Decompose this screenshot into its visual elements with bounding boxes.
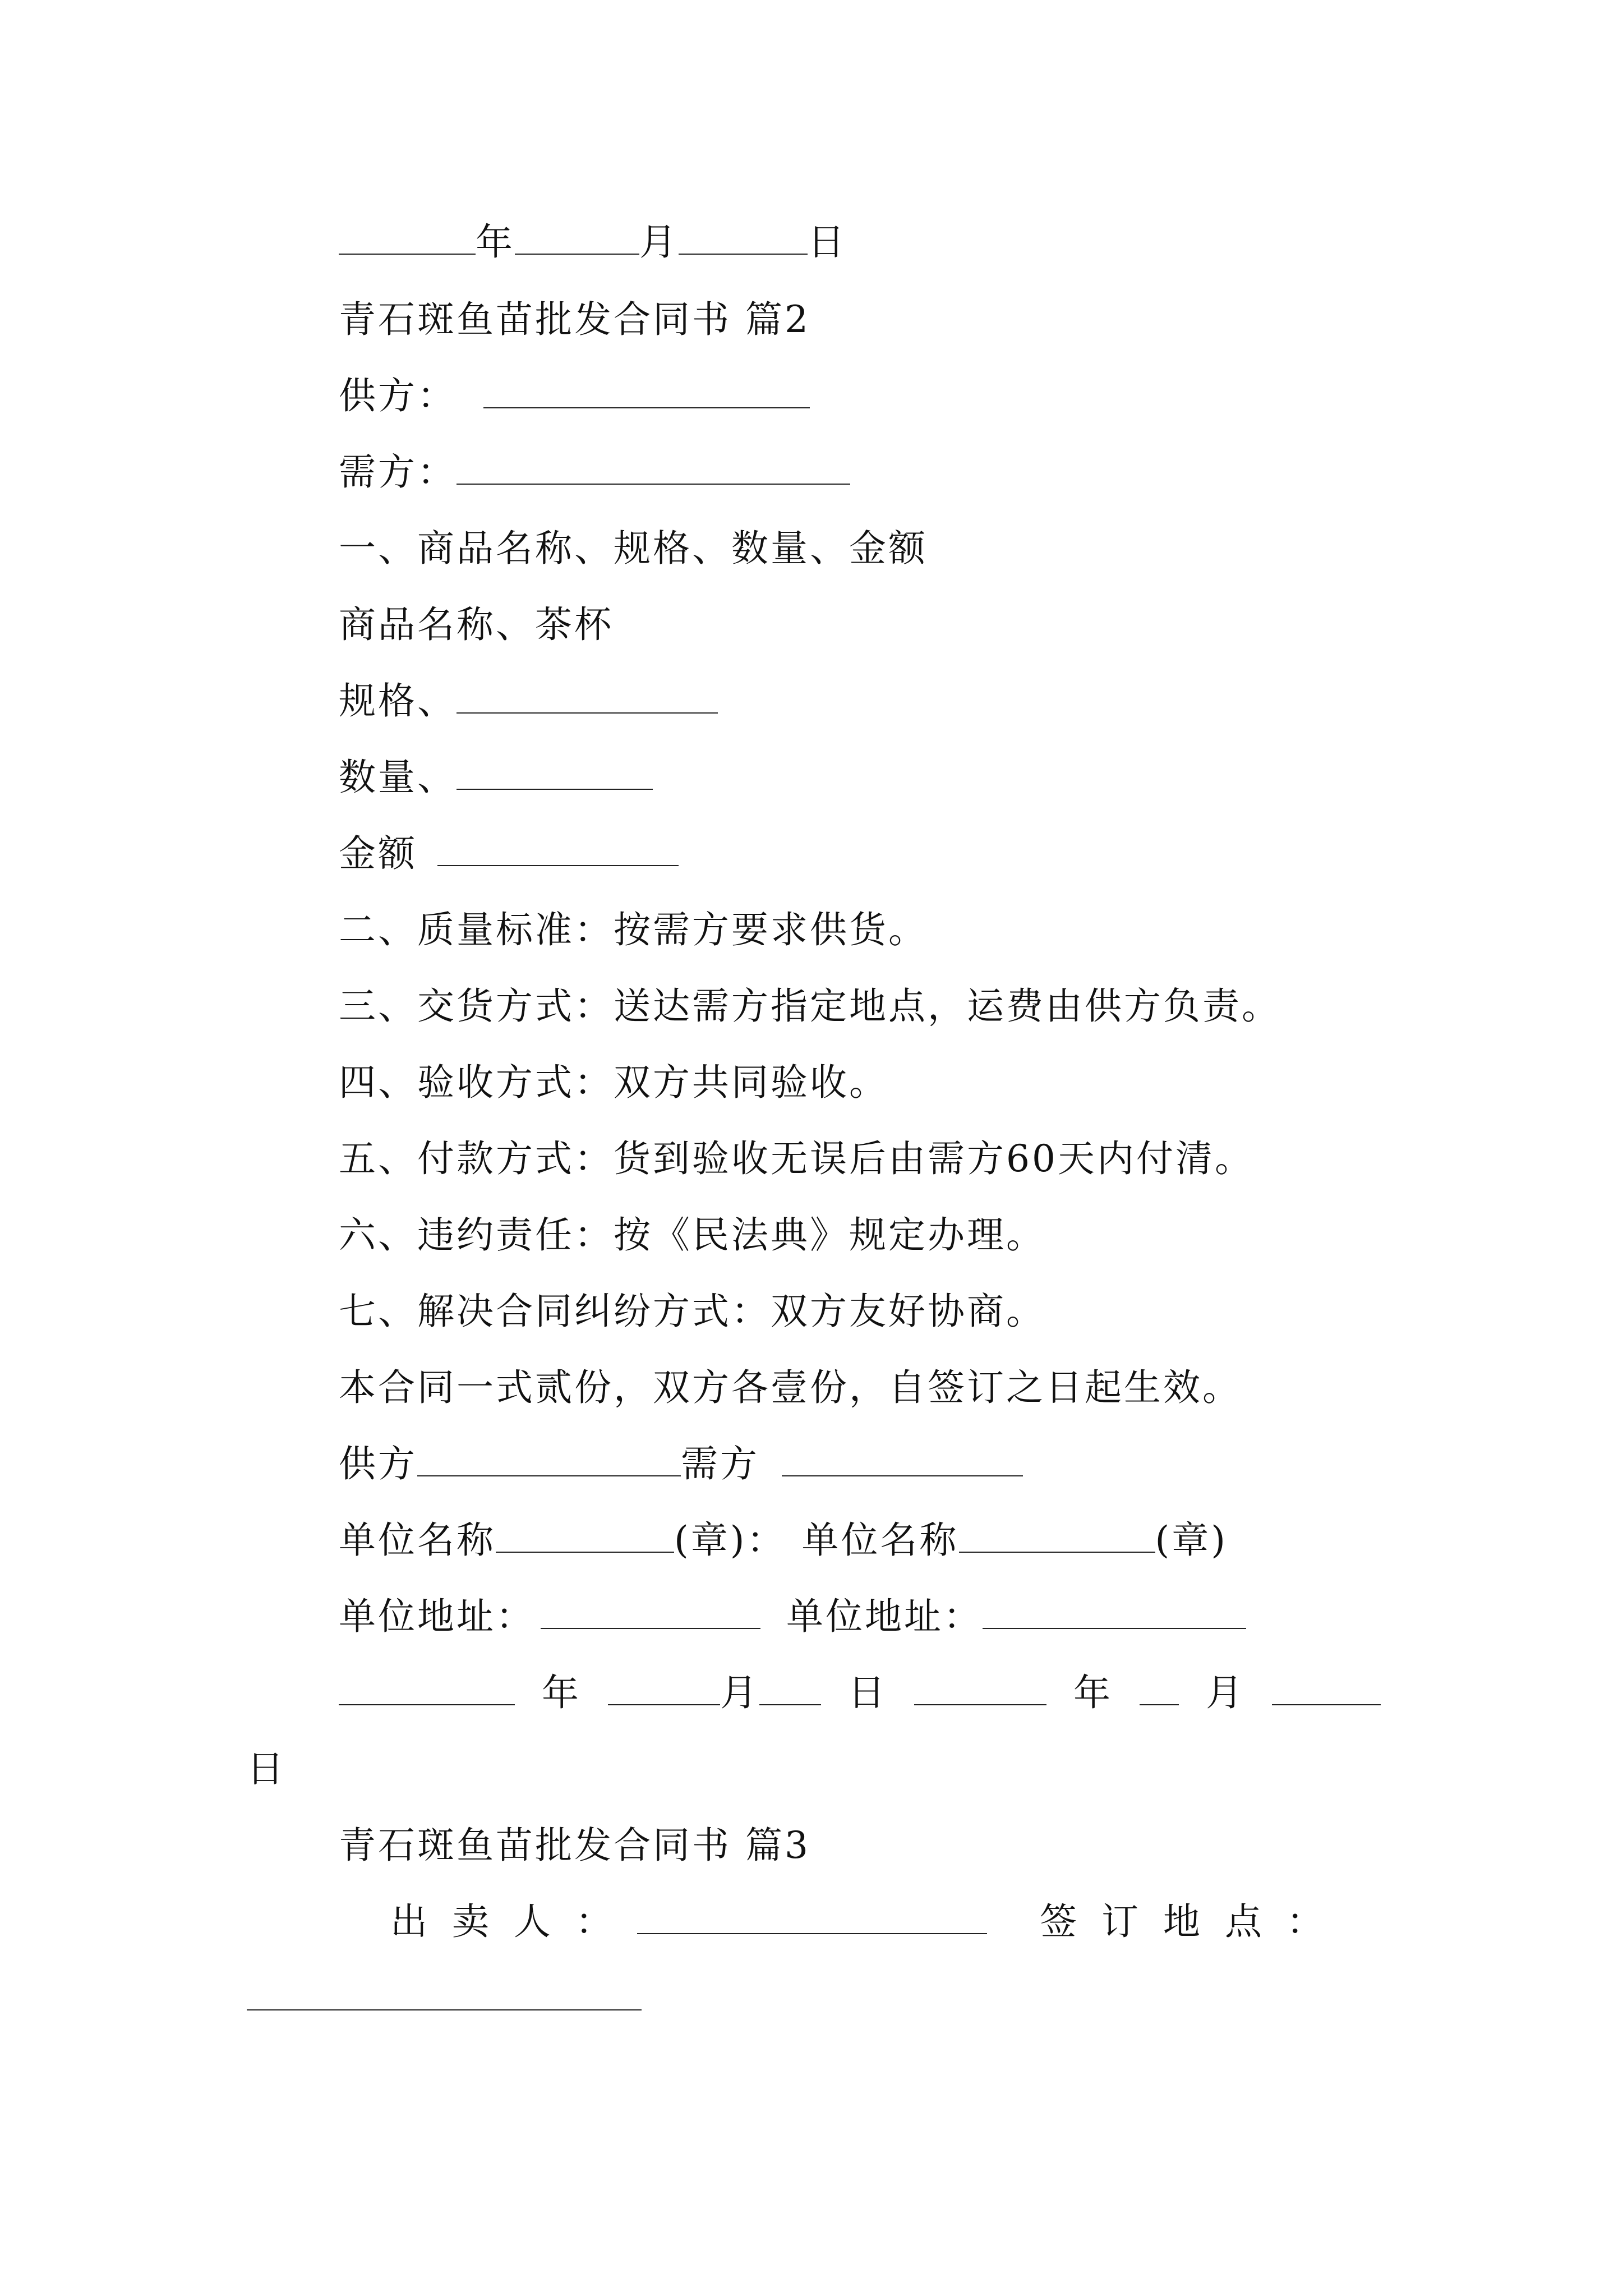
- unit-address-blank-1: [541, 1594, 760, 1629]
- day-label: 日: [808, 220, 847, 264]
- date-line: [339, 220, 847, 265]
- product-name: 商品名称、茶杯: [339, 603, 614, 646]
- date-day-1: 日: [848, 1671, 887, 1714]
- date-day-2: 日: [247, 1747, 286, 1791]
- supplier-label: 供方：: [339, 374, 457, 417]
- month-blank: [515, 220, 639, 255]
- date-month-blank-2: [1140, 1671, 1179, 1705]
- date-month-blank-1: [608, 1671, 720, 1705]
- year-label: 年: [476, 220, 515, 264]
- date-day-blank-1: [759, 1671, 821, 1705]
- sign-supplier-label: 供方: [339, 1442, 417, 1485]
- clause7: 七、解决合同纠纷方式：双方友好协商。: [339, 1290, 1045, 1333]
- supplier-line: [339, 374, 810, 418]
- unit-name-blank-1: [496, 1518, 674, 1553]
- signature-parties-line: [339, 1442, 1023, 1487]
- date-year-1: 年: [542, 1671, 581, 1714]
- date-month-2: 月: [1206, 1671, 1245, 1714]
- clause4: 四、验收方式：双方共同验收。: [339, 1061, 888, 1104]
- buyer-blank: [457, 450, 850, 485]
- unit-address-blank-2: [983, 1594, 1246, 1629]
- clause5: 五、付款方式：货到验收无误后由需方60天内付清。: [339, 1137, 1254, 1180]
- quantity-blank: [457, 755, 653, 790]
- effect-statement: 本合同一式贰份，双方各壹份，自签订之日起生效。: [339, 1366, 1242, 1409]
- section3-heading: 青石斑鱼苗批发合同书 篇3: [339, 1824, 810, 1867]
- seller-label: 出卖人：: [390, 1900, 637, 1943]
- unit-name-label-1: 单位名称: [339, 1519, 496, 1562]
- amount-label: 金额: [339, 832, 417, 875]
- unit-name-line: [339, 1518, 1228, 1563]
- seal-label-1: (章)：: [674, 1519, 786, 1562]
- clause3: 三、交货方式：送达需方指定地点，运费由供方负责。: [339, 984, 1281, 1028]
- unit-name-blank-2: [959, 1518, 1155, 1553]
- signature-date-line: [339, 1671, 1381, 1715]
- seal-label-2: (章): [1155, 1519, 1228, 1562]
- unit-address-label-1: 单位地址：: [339, 1595, 535, 1638]
- date-year-2: 年: [1073, 1671, 1113, 1714]
- spec-label: 规格、: [339, 679, 457, 723]
- year-blank: [339, 220, 476, 255]
- place-line: [247, 1976, 642, 2021]
- spec-line: [339, 679, 718, 724]
- quantity-label: 数量、: [339, 756, 457, 799]
- unit-address-line: [339, 1594, 1246, 1639]
- seller-line: [390, 1899, 1348, 1944]
- sign-supplier-blank: [417, 1442, 681, 1476]
- date-day-blank-2: [1272, 1671, 1381, 1705]
- day-blank: [679, 220, 808, 255]
- section2-heading: 青石斑鱼苗批发合同书 篇2: [339, 298, 810, 341]
- amount-line: [339, 831, 679, 876]
- month-label: 月: [639, 220, 679, 264]
- date-year-blank-1: [339, 1671, 515, 1705]
- clause1-title: 一、商品名称、规格、数量、金额: [339, 527, 928, 570]
- buyer-line: [339, 450, 850, 495]
- supplier-blank: [483, 374, 810, 408]
- place-blank: [247, 1976, 642, 2010]
- amount-blank: [437, 831, 679, 866]
- clause6: 六、违约责任：按《民法典》规定办理。: [339, 1213, 1045, 1257]
- quantity-line: [339, 755, 653, 800]
- date-year-blank-2: [914, 1671, 1046, 1705]
- buyer-label: 需方：: [339, 450, 457, 494]
- seller-blank: [637, 1899, 987, 1934]
- unit-address-label-2: 单位地址：: [786, 1595, 983, 1638]
- date-month-1: 月: [720, 1671, 759, 1714]
- spec-blank: [457, 679, 718, 714]
- unit-name-label-2: 单位名称: [801, 1519, 959, 1562]
- place-label: 签订地点：: [1040, 1900, 1348, 1943]
- clause2: 二、质量标准：按需方要求供货。: [339, 908, 928, 951]
- sign-buyer-label: 需方: [681, 1442, 759, 1485]
- sign-buyer-blank: [782, 1442, 1023, 1476]
